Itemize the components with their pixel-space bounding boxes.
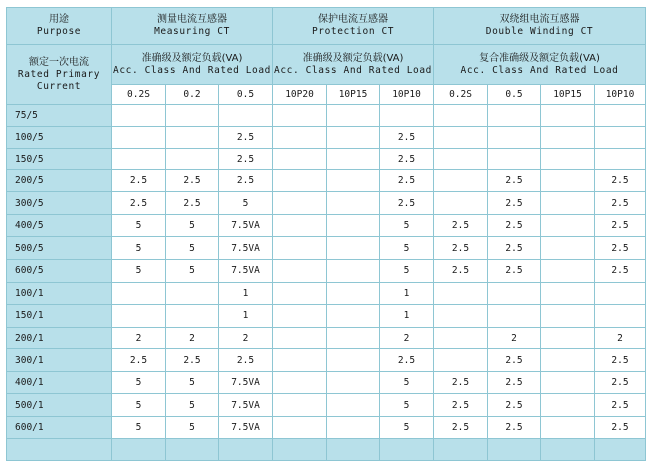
table-row xyxy=(7,349,646,372)
value-cell: 7.5VA xyxy=(219,237,273,260)
value-cell xyxy=(434,192,488,215)
value-cell xyxy=(434,170,488,192)
measuring-ct-header xyxy=(112,8,273,45)
value-cell xyxy=(541,282,595,304)
value-cell: 2 xyxy=(219,327,273,349)
value-cell xyxy=(541,327,595,349)
value-cell xyxy=(488,282,541,304)
table-row xyxy=(7,148,646,170)
table-row xyxy=(7,259,646,282)
value-cell: 2.5 xyxy=(112,349,166,372)
value-cell: 2.5 xyxy=(380,192,434,215)
value-cell: 5 xyxy=(219,192,273,215)
value-cell xyxy=(327,215,380,237)
table-row xyxy=(7,394,646,417)
rated-current-cell: 150/5 xyxy=(7,148,112,170)
protection-en: Protection CT xyxy=(311,26,395,37)
value-cell: 2.5 xyxy=(219,349,273,372)
value-cell: 2.5 xyxy=(434,372,488,394)
value-cell xyxy=(434,282,488,304)
value-cell: 5 xyxy=(380,237,434,260)
value-cell xyxy=(273,237,327,260)
double-load-header xyxy=(434,45,646,85)
value-cell xyxy=(434,327,488,349)
value-cell: 2.5 xyxy=(380,148,434,170)
value-cell xyxy=(541,148,595,170)
value-cell: 2.5 xyxy=(488,349,541,372)
value-cell xyxy=(273,215,327,237)
class-header: 10P10 xyxy=(380,85,434,105)
value-cell xyxy=(327,394,380,417)
value-cell xyxy=(166,105,219,127)
value-cell xyxy=(112,304,166,327)
value-cell: 2.5 xyxy=(434,417,488,439)
rated-current-cell: 500/1 xyxy=(7,394,112,417)
measuring-load-en: Acc. Class And Rated Load xyxy=(113,64,271,76)
protection-cn: 保护电流互感器 xyxy=(318,14,389,25)
value-cell: 5 xyxy=(166,237,219,260)
value-cell xyxy=(327,126,380,148)
value-cell: 2.5 xyxy=(488,215,541,237)
value-cell xyxy=(273,105,327,127)
value-cell xyxy=(273,327,327,349)
double-cn: 双绕组电流互感器 xyxy=(499,14,580,25)
value-cell: 1 xyxy=(380,304,434,327)
value-cell: 5 xyxy=(166,259,219,282)
value-cell: 2.5 xyxy=(166,192,219,215)
value-cell: 2.5 xyxy=(166,349,219,372)
value-cell: 5 xyxy=(112,394,166,417)
measuring-load-cn: 准确级及额定负载(VA) xyxy=(141,52,243,64)
value-cell: 2.5 xyxy=(595,237,646,260)
double-load-cn: 复合准确级及额定负载(VA) xyxy=(479,52,600,64)
class-header: 0.5 xyxy=(488,85,541,105)
value-cell xyxy=(541,105,595,127)
value-cell xyxy=(112,438,166,460)
protection-load-cn: 准确级及额定负载(VA) xyxy=(302,52,404,64)
class-header: 0.2S xyxy=(434,85,488,105)
value-cell xyxy=(380,105,434,127)
rated-current-cell: 200/5 xyxy=(7,170,112,192)
value-cell: 2.5 xyxy=(488,237,541,260)
value-cell xyxy=(327,282,380,304)
value-cell: 1 xyxy=(380,282,434,304)
value-cell: 2.5 xyxy=(488,394,541,417)
value-cell xyxy=(112,126,166,148)
value-cell xyxy=(595,282,646,304)
class-header: 0.5 xyxy=(219,85,273,105)
value-cell: 2.5 xyxy=(595,192,646,215)
value-cell: 2.5 xyxy=(488,417,541,439)
value-cell: 2.5 xyxy=(434,237,488,260)
value-cell xyxy=(541,304,595,327)
value-cell xyxy=(541,372,595,394)
rated-current-cell: 300/1 xyxy=(7,349,112,372)
rated-current-cell: 300/5 xyxy=(7,192,112,215)
value-cell xyxy=(434,126,488,148)
value-cell xyxy=(541,192,595,215)
purpose-en: Purpose xyxy=(36,26,82,37)
value-cell xyxy=(273,126,327,148)
value-cell xyxy=(273,282,327,304)
value-cell: 2.5 xyxy=(166,170,219,192)
value-cell: 1 xyxy=(219,282,273,304)
value-cell xyxy=(488,438,541,460)
value-cell xyxy=(327,148,380,170)
double-load-en: Acc. Class And Rated Load xyxy=(460,64,619,76)
protection-load-header xyxy=(273,45,434,85)
value-cell: 5 xyxy=(112,237,166,260)
rated-current-cell: 75/5 xyxy=(7,105,112,127)
value-cell xyxy=(541,349,595,372)
rated-current-cell xyxy=(7,438,112,460)
value-cell xyxy=(488,126,541,148)
rated-current-cell: 500/5 xyxy=(7,237,112,260)
value-cell: 2.5 xyxy=(595,170,646,192)
value-cell xyxy=(541,215,595,237)
table-row xyxy=(7,282,646,304)
class-header: 10P10 xyxy=(595,85,646,105)
rated-primary-cn: 额定一次电流 xyxy=(29,56,89,68)
value-cell xyxy=(595,126,646,148)
value-cell xyxy=(434,105,488,127)
rated-current-cell: 400/5 xyxy=(7,215,112,237)
value-cell xyxy=(595,304,646,327)
value-cell: 2.5 xyxy=(595,394,646,417)
class-header: 10P15 xyxy=(327,85,380,105)
value-cell: 7.5VA xyxy=(219,259,273,282)
table-row xyxy=(7,438,646,460)
value-cell: 5 xyxy=(380,259,434,282)
value-cell xyxy=(434,148,488,170)
purpose-header xyxy=(7,8,112,45)
value-cell xyxy=(166,148,219,170)
value-cell xyxy=(434,349,488,372)
value-cell xyxy=(327,105,380,127)
value-cell xyxy=(327,259,380,282)
double-winding-ct-header xyxy=(434,8,646,45)
value-cell xyxy=(112,105,166,127)
value-cell: 7.5VA xyxy=(219,417,273,439)
table-row xyxy=(7,304,646,327)
measuring-en: Measuring CT xyxy=(154,26,230,37)
value-cell xyxy=(327,304,380,327)
value-cell: 5 xyxy=(166,215,219,237)
value-cell xyxy=(327,417,380,439)
value-cell xyxy=(434,438,488,460)
value-cell: 5 xyxy=(112,259,166,282)
value-cell xyxy=(541,394,595,417)
rated-current-cell: 100/5 xyxy=(7,126,112,148)
value-cell xyxy=(166,304,219,327)
value-cell: 2.5 xyxy=(595,417,646,439)
value-cell xyxy=(541,237,595,260)
value-cell: 2.5 xyxy=(434,259,488,282)
value-cell xyxy=(327,349,380,372)
value-cell: 7.5VA xyxy=(219,215,273,237)
value-cell xyxy=(595,105,646,127)
value-cell: 2 xyxy=(595,327,646,349)
class-header: 10P15 xyxy=(541,85,595,105)
purpose-cn: 用途 xyxy=(49,14,69,25)
value-cell xyxy=(273,304,327,327)
value-cell xyxy=(166,282,219,304)
protection-ct-header xyxy=(273,8,434,45)
value-cell: 2.5 xyxy=(595,349,646,372)
rated-current-cell: 200/1 xyxy=(7,327,112,349)
table-body xyxy=(7,105,646,461)
value-cell: 2.5 xyxy=(219,148,273,170)
table-row xyxy=(7,327,646,349)
value-cell xyxy=(112,148,166,170)
table-row xyxy=(7,170,646,192)
class-header: 10P20 xyxy=(273,85,327,105)
rated-primary-en2: Current xyxy=(36,80,82,92)
rated-current-cell: 600/5 xyxy=(7,259,112,282)
value-cell: 5 xyxy=(380,417,434,439)
value-cell: 2.5 xyxy=(488,259,541,282)
value-cell: 2.5 xyxy=(380,126,434,148)
value-cell xyxy=(112,282,166,304)
value-cell xyxy=(541,438,595,460)
value-cell xyxy=(541,417,595,439)
value-cell: 2.5 xyxy=(595,259,646,282)
value-cell xyxy=(273,438,327,460)
measuring-cn: 测量电流互感器 xyxy=(157,14,227,25)
value-cell xyxy=(327,170,380,192)
value-cell xyxy=(273,192,327,215)
rated-current-cell: 100/1 xyxy=(7,282,112,304)
value-cell xyxy=(541,170,595,192)
value-cell: 7.5VA xyxy=(219,394,273,417)
value-cell xyxy=(327,372,380,394)
double-en: Double Winding CT xyxy=(485,26,594,37)
measuring-load-header xyxy=(112,45,273,85)
value-cell xyxy=(541,259,595,282)
value-cell xyxy=(327,192,380,215)
table-row xyxy=(7,126,646,148)
value-cell: 5 xyxy=(166,417,219,439)
value-cell: 2.5 xyxy=(112,170,166,192)
table-row xyxy=(7,105,646,127)
rated-primary-current-header xyxy=(7,45,112,105)
value-cell xyxy=(273,259,327,282)
value-cell: 2.5 xyxy=(219,170,273,192)
value-cell xyxy=(273,394,327,417)
value-cell: 2.5 xyxy=(595,372,646,394)
value-cell: 5 xyxy=(166,394,219,417)
value-cell: 1 xyxy=(219,304,273,327)
value-cell: 2.5 xyxy=(434,394,488,417)
value-cell xyxy=(488,148,541,170)
value-cell xyxy=(541,126,595,148)
value-cell: 2.5 xyxy=(595,215,646,237)
class-header: 0.2 xyxy=(166,85,219,105)
protection-load-en: Acc. Class And Rated Load xyxy=(274,64,433,76)
value-cell xyxy=(219,438,273,460)
value-cell: 5 xyxy=(380,394,434,417)
value-cell: 5 xyxy=(112,417,166,439)
value-cell xyxy=(273,417,327,439)
value-cell xyxy=(327,237,380,260)
value-cell: 2.5 xyxy=(219,126,273,148)
value-cell: 2.5 xyxy=(488,192,541,215)
value-cell xyxy=(488,105,541,127)
value-cell: 5 xyxy=(112,215,166,237)
value-cell xyxy=(219,105,273,127)
value-cell: 5 xyxy=(112,372,166,394)
table-row xyxy=(7,417,646,439)
value-cell: 2 xyxy=(488,327,541,349)
rated-current-cell: 400/1 xyxy=(7,372,112,394)
value-cell: 5 xyxy=(166,372,219,394)
value-cell: 7.5VA xyxy=(219,372,273,394)
value-cell: 2.5 xyxy=(380,170,434,192)
value-cell xyxy=(327,438,380,460)
value-cell xyxy=(273,349,327,372)
value-cell: 2 xyxy=(380,327,434,349)
value-cell: 2.5 xyxy=(112,192,166,215)
value-cell xyxy=(273,148,327,170)
value-cell xyxy=(434,304,488,327)
value-cell: 2 xyxy=(166,327,219,349)
value-cell xyxy=(595,148,646,170)
value-cell xyxy=(380,438,434,460)
table-row xyxy=(7,215,646,237)
value-cell xyxy=(327,327,380,349)
class-header: 0.2S xyxy=(112,85,166,105)
value-cell xyxy=(595,438,646,460)
value-cell: 2.5 xyxy=(380,349,434,372)
value-cell: 2 xyxy=(112,327,166,349)
value-cell xyxy=(488,304,541,327)
table-row xyxy=(7,237,646,260)
value-cell: 5 xyxy=(380,372,434,394)
rated-primary-en1: Rated Primary xyxy=(17,68,101,80)
value-cell: 2.5 xyxy=(488,170,541,192)
value-cell: 2.5 xyxy=(488,372,541,394)
value-cell xyxy=(273,372,327,394)
value-cell xyxy=(273,170,327,192)
rated-current-cell: 600/1 xyxy=(7,417,112,439)
value-cell xyxy=(166,126,219,148)
table-row xyxy=(7,372,646,394)
table-row xyxy=(7,192,646,215)
value-cell: 5 xyxy=(380,215,434,237)
ct-spec-table xyxy=(6,7,646,461)
rated-current-cell: 150/1 xyxy=(7,304,112,327)
value-cell: 2.5 xyxy=(434,215,488,237)
value-cell xyxy=(166,438,219,460)
